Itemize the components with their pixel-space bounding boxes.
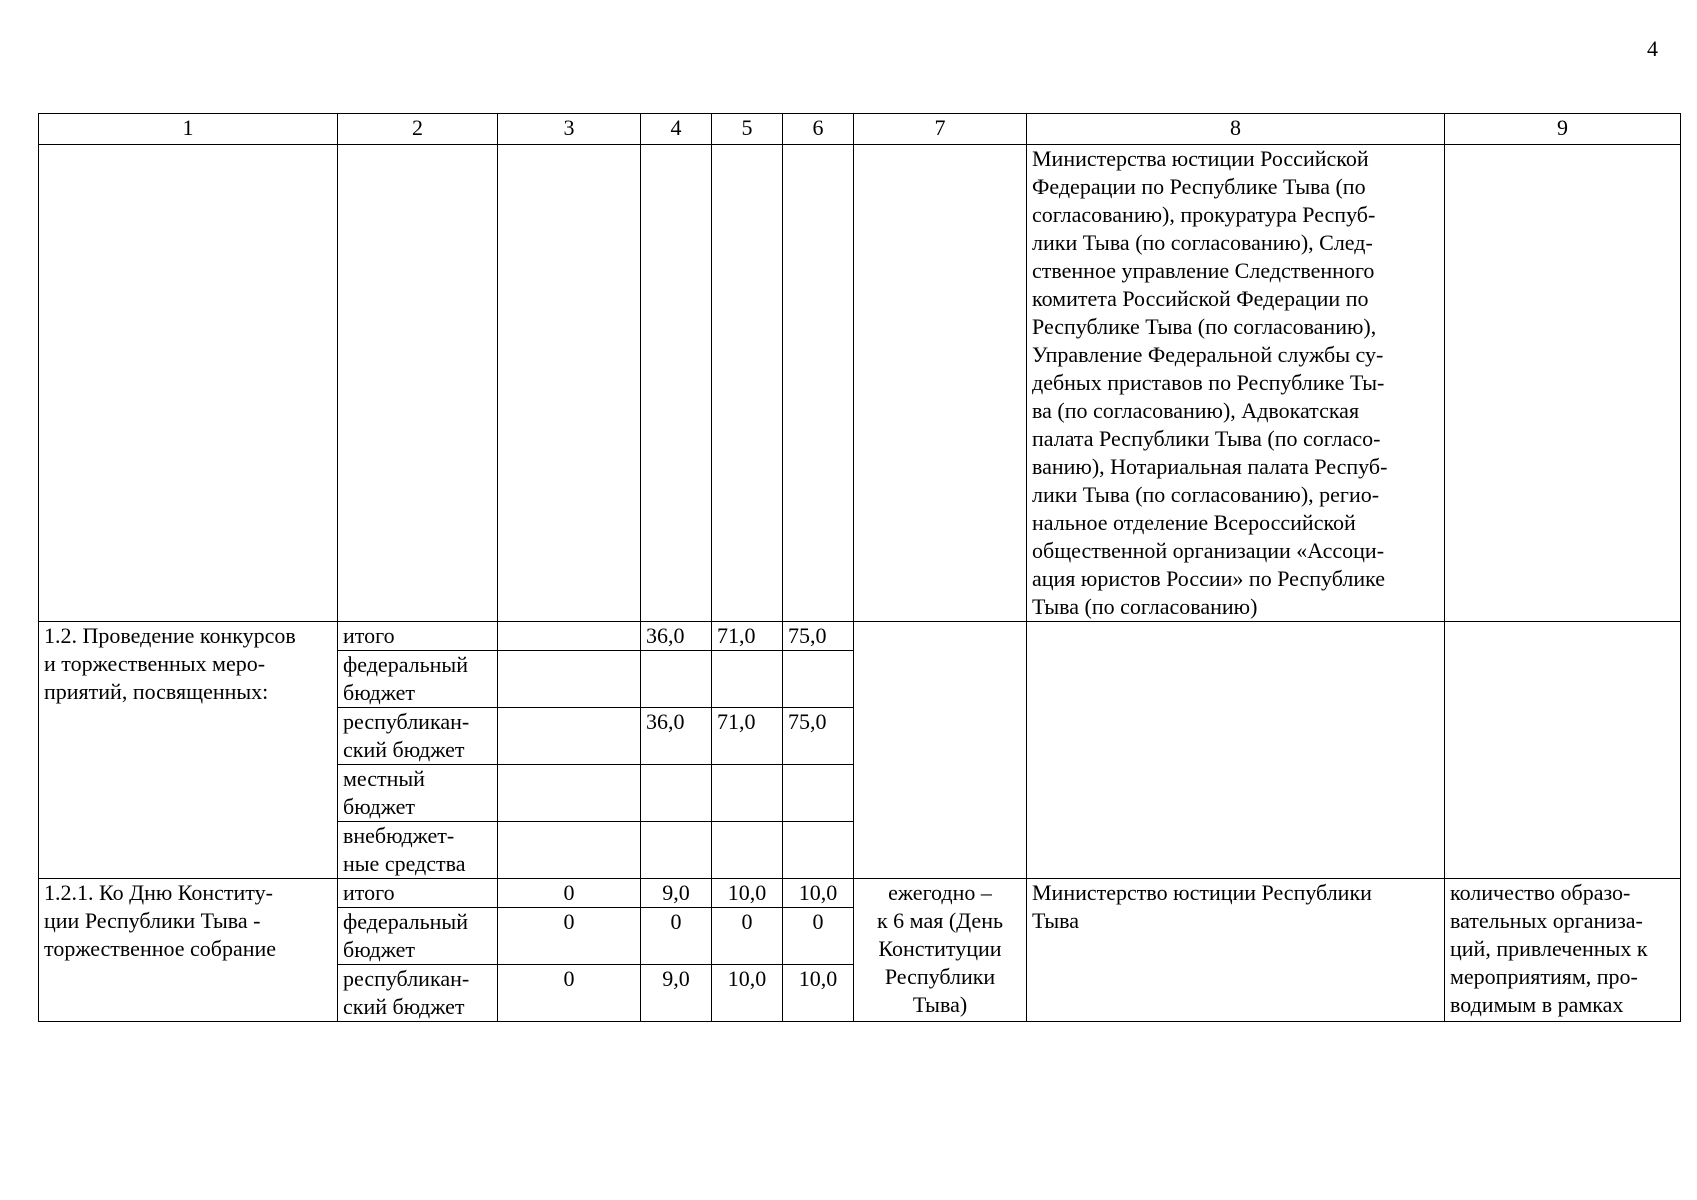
result-cell: количество образо- вательных организа- ций, привлеченных к мероприятиям, про- водимым в рамках bbox=[1445, 879, 1681, 1022]
value-cell: 0 bbox=[641, 908, 712, 965]
value-cell bbox=[498, 822, 641, 879]
activity-title: 1.2. Проведение конкурсов и торжественных меро- приятий, посвященных: bbox=[39, 622, 338, 879]
value-cell: 10,0 bbox=[783, 879, 854, 908]
value-cell: 10,0 bbox=[783, 965, 854, 1022]
value-cell: 75,0 bbox=[783, 708, 854, 765]
value-cell: 9,0 bbox=[641, 965, 712, 1022]
program-table bbox=[38, 113, 1681, 1022]
value-cell: 10,0 bbox=[712, 965, 783, 1022]
value-cell bbox=[712, 651, 783, 708]
value-cell bbox=[712, 765, 783, 822]
value-cell: 71,0 bbox=[712, 708, 783, 765]
funding-source: республикан- ский бюджет bbox=[338, 708, 498, 765]
funding-source: итого bbox=[338, 622, 498, 651]
value-cell: 36,0 bbox=[641, 708, 712, 765]
deadline-cell: ежегодно – к 6 мая (День Конституции Республики Тыва) bbox=[854, 879, 1027, 1022]
value-cell bbox=[641, 765, 712, 822]
value-cell bbox=[641, 651, 712, 708]
value-cell: 0 bbox=[498, 965, 641, 1022]
column-number: 8 bbox=[1027, 114, 1445, 145]
column-number: 1 bbox=[39, 114, 338, 145]
funding-source: республикан- ский бюджет bbox=[338, 965, 498, 1022]
table-row bbox=[39, 145, 1681, 622]
executors-continued: Министерства юстиции Российской Федерации по Республике Тыва (по согласованию), прокуратура Респуб- лики Тыва (по согласованию), След- ственное управление Следственного комитета Российской Федерации по Республике Тыва (по согласованию), Управление Федеральной службы су- дебных приставов по Республике Ты- ва (по согласованию), Адвокатская палата Республики Тыва (по согласо- ванию), Нотариальная палата Респуб- лики Тыва (по согласованию), регио- нальное отделение Всероссийской общественной организации «Ассоци- ация юристов России» по Республике Тыва (по согласованию) bbox=[1027, 145, 1445, 622]
value-cell: 36,0 bbox=[641, 622, 712, 651]
value-cell bbox=[641, 822, 712, 879]
column-number-row bbox=[39, 114, 1681, 145]
table-row bbox=[39, 622, 1681, 651]
value-cell bbox=[498, 651, 641, 708]
value-cell: 0 bbox=[498, 879, 641, 908]
value-cell: 0 bbox=[498, 908, 641, 965]
column-number: 7 bbox=[854, 114, 1027, 145]
value-cell bbox=[783, 765, 854, 822]
column-number: 4 bbox=[641, 114, 712, 145]
column-number: 9 bbox=[1445, 114, 1681, 145]
value-cell: 9,0 bbox=[641, 879, 712, 908]
column-number: 3 bbox=[498, 114, 641, 145]
value-cell: 75,0 bbox=[783, 622, 854, 651]
value-cell: 0 bbox=[783, 908, 854, 965]
column-number: 6 bbox=[783, 114, 854, 145]
funding-source: федеральный бюджет bbox=[338, 908, 498, 965]
funding-source: внебюджет- ные средства bbox=[338, 822, 498, 879]
value-cell bbox=[783, 822, 854, 879]
value-cell: 10,0 bbox=[712, 879, 783, 908]
funding-source: федеральный бюджет bbox=[338, 651, 498, 708]
value-cell bbox=[498, 622, 641, 651]
value-cell bbox=[498, 765, 641, 822]
value-cell bbox=[783, 651, 854, 708]
table-row bbox=[39, 879, 1681, 908]
funding-source: итого bbox=[338, 879, 498, 908]
column-number: 5 bbox=[712, 114, 783, 145]
value-cell: 0 bbox=[712, 908, 783, 965]
activity-title: 1.2.1. Ко Дню Конститу- ции Республики Тыва - торжественное собрание bbox=[39, 879, 338, 1022]
value-cell bbox=[498, 708, 641, 765]
value-cell: 71,0 bbox=[712, 622, 783, 651]
page-number: 4 bbox=[1647, 36, 1658, 61]
funding-source: местный бюджет bbox=[338, 765, 498, 822]
executor-cell: Министерство юстиции Республики Тыва bbox=[1027, 879, 1445, 1022]
column-number: 2 bbox=[338, 114, 498, 145]
value-cell bbox=[712, 822, 783, 879]
